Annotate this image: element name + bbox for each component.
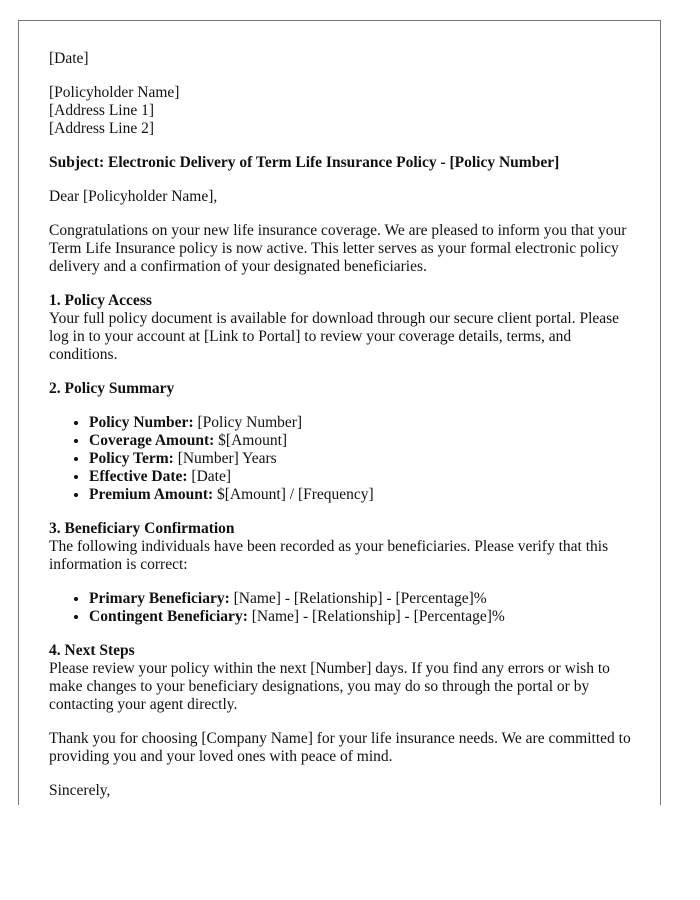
section-title-policy-summary: 2. Policy Summary (49, 380, 175, 397)
item-label: Coverage Amount: (89, 432, 215, 449)
section-title-beneficiary: 3. Beneficiary Confirmation (49, 520, 235, 537)
item-label: Premium Amount: (89, 486, 214, 503)
list-item (89, 432, 642, 450)
list-item (89, 608, 642, 626)
item-label: Policy Number: (89, 414, 194, 431)
list-item (89, 590, 642, 608)
item-label: Primary Beneficiary: (89, 590, 230, 607)
item-value: [Name] - [Relationship] - [Percentage]% (247, 608, 505, 625)
item-label: Effective Date: (89, 468, 188, 485)
item-value: [Date] (187, 468, 232, 485)
recipient-address-block (49, 84, 642, 138)
recipient-name: [Policyholder Name] (49, 84, 180, 101)
beneficiary-list (49, 590, 642, 626)
item-value: [Name] - [Relationship] - [Percentage]% (229, 590, 487, 607)
section-beneficiary-confirmation (49, 520, 642, 574)
section-title-policy-access: 1. Policy Access (49, 292, 152, 309)
letter-date: [Date] (49, 50, 89, 67)
subject-line: Subject: Electronic Delivery of Term Life Insurance Policy - [Policy Number] (49, 154, 560, 171)
item-value: $[Amount] / [Frequency] (213, 486, 374, 503)
list-item (89, 414, 642, 432)
salutation: Dear [Policyholder Name], (49, 188, 218, 205)
item-value: $[Amount] (214, 432, 288, 449)
closing-paragraph: Thank you for choosing [Company Name] for your life insurance needs. We are committed to providing you and your loved ones with peace of mind. (49, 730, 631, 765)
intro-paragraph: Congratulations on your new life insurance coverage. We are pleased to inform you that your Term Life Insurance policy is now active. This letter serves as your formal electronic policy delivery and a confirmation of your designated beneficiaries. (49, 222, 627, 275)
signoff: Sincerely, (49, 782, 111, 799)
list-item (89, 468, 642, 486)
section-policy-access (49, 292, 642, 364)
item-label: Contingent Beneficiary: (89, 608, 248, 625)
policy-summary-list (49, 414, 642, 504)
section-body-next-steps: Please review your policy within the next [Number] days. If you find any errors or wish to make changes to your beneficiary designations, you may do so through the portal or by contacting your agent directly. (49, 660, 610, 713)
list-item (89, 486, 642, 504)
item-value: [Policy Number] (193, 414, 303, 431)
item-value: [Number] Years (173, 450, 277, 467)
section-next-steps (49, 642, 642, 714)
address-line-1: [Address Line 1] (49, 102, 155, 119)
section-body-policy-access: Your full policy document is available for download through our secure client portal. Please log in to your account at [Link to Portal] to review your coverage details, terms, and conditions. (49, 310, 620, 363)
letter-page (18, 20, 661, 805)
list-item (89, 450, 642, 468)
item-label: Policy Term: (89, 450, 174, 467)
section-body-beneficiary: The following individuals have been recorded as your beneficiaries. Please verify that this information is correct: (49, 538, 609, 573)
address-line-2: [Address Line 2] (49, 120, 155, 137)
section-title-next-steps: 4. Next Steps (49, 642, 135, 659)
